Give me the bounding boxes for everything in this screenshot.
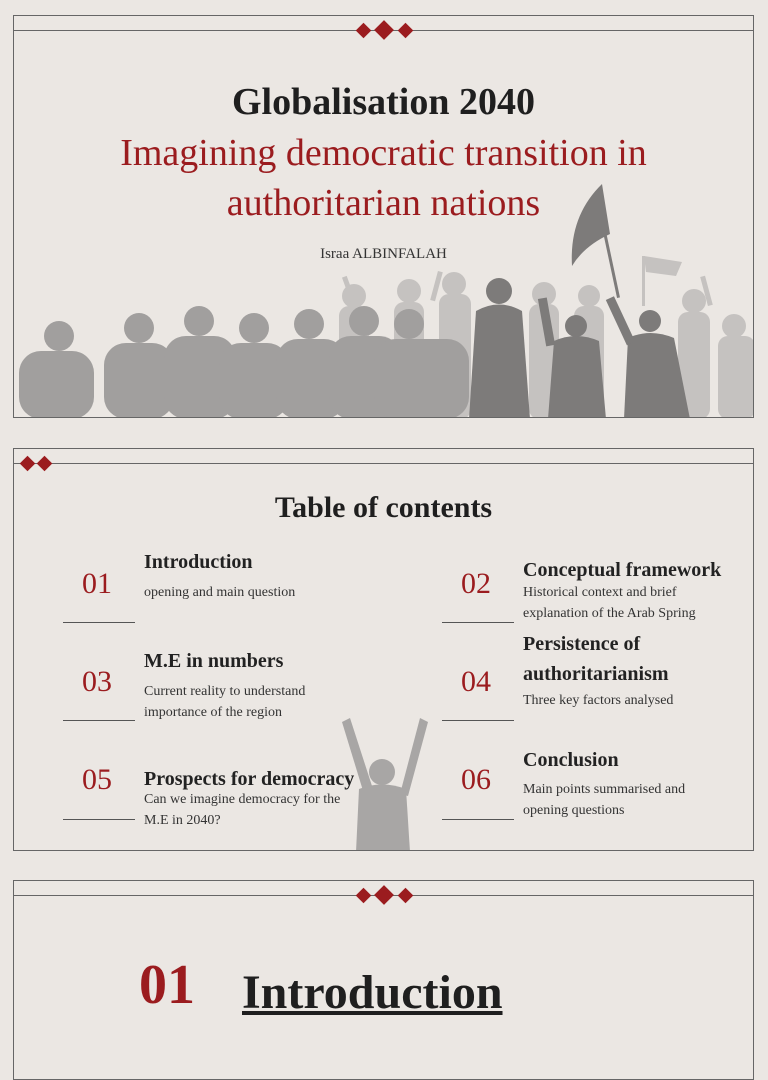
presentation-subtitle: Imagining democratic transition in authoritarian nations <box>120 132 647 224</box>
toc-item-2-number: 02 <box>461 567 491 600</box>
diamond-ornament-left <box>356 888 372 904</box>
toc-item-3-number: 03 <box>82 665 112 698</box>
toc-title: Table of contents <box>274 491 493 524</box>
introduction-slide <box>13 880 754 1080</box>
table-of-contents-slide <box>13 448 754 851</box>
author-name: Israa ALBINFALAH <box>320 246 447 262</box>
toc-item-4-description: Three key factors analysed <box>523 693 674 708</box>
toc-item-4-heading: Persistence of authoritarianism <box>523 633 669 685</box>
toc-item-1-heading: Introduction <box>144 551 253 573</box>
toc-item-6-number: 06 <box>461 763 491 796</box>
diamond-ornament-right <box>398 23 414 39</box>
presentation-title: Globalisation 2040 <box>232 81 535 123</box>
toc-item-2-underline <box>442 622 514 623</box>
toc-item-3-description: Current reality to understand importance of the region <box>144 684 306 720</box>
toc-item-5-number: 05 <box>82 763 112 796</box>
diamond-ornament-right <box>398 888 414 904</box>
toc-item-5-heading: Prospects for democracy <box>144 768 355 790</box>
diamond-ornament-center <box>374 20 394 40</box>
toc-item-4-underline <box>442 720 514 721</box>
diamond-ornament-center <box>374 885 394 905</box>
toc-item-4-number: 04 <box>461 665 491 698</box>
toc-item-5-description: Can we imagine democracy for the M.E in 2040? <box>144 792 341 828</box>
toc-item-2-heading: Conceptual framework <box>523 559 722 581</box>
title-slide <box>13 15 754 418</box>
toc-item-1-underline <box>63 622 135 623</box>
toc-item-6-description: Main points summarised and opening questions <box>523 782 686 818</box>
diamond-ornament-left <box>356 23 372 39</box>
toc-item-3-heading: M.E in numbers <box>144 650 284 672</box>
top-rule <box>14 463 753 464</box>
toc-item-3-underline <box>63 720 135 721</box>
section-number: 01 <box>139 954 195 1016</box>
diamond-ornament-left <box>20 456 36 472</box>
toc-item-6-heading: Conclusion <box>523 749 619 771</box>
diamond-ornament-right <box>37 456 53 472</box>
toc-item-1-number: 01 <box>82 567 112 600</box>
section-title: Introduction <box>242 966 503 1019</box>
toc-item-5-underline <box>63 819 135 820</box>
toc-item-6-underline <box>442 819 514 820</box>
toc-item-2-description: Historical context and brief explanation of the Arab Spring <box>523 585 696 621</box>
toc-item-1-description: opening and main question <box>144 585 296 600</box>
crowd-silhouette-illustration <box>14 176 754 418</box>
